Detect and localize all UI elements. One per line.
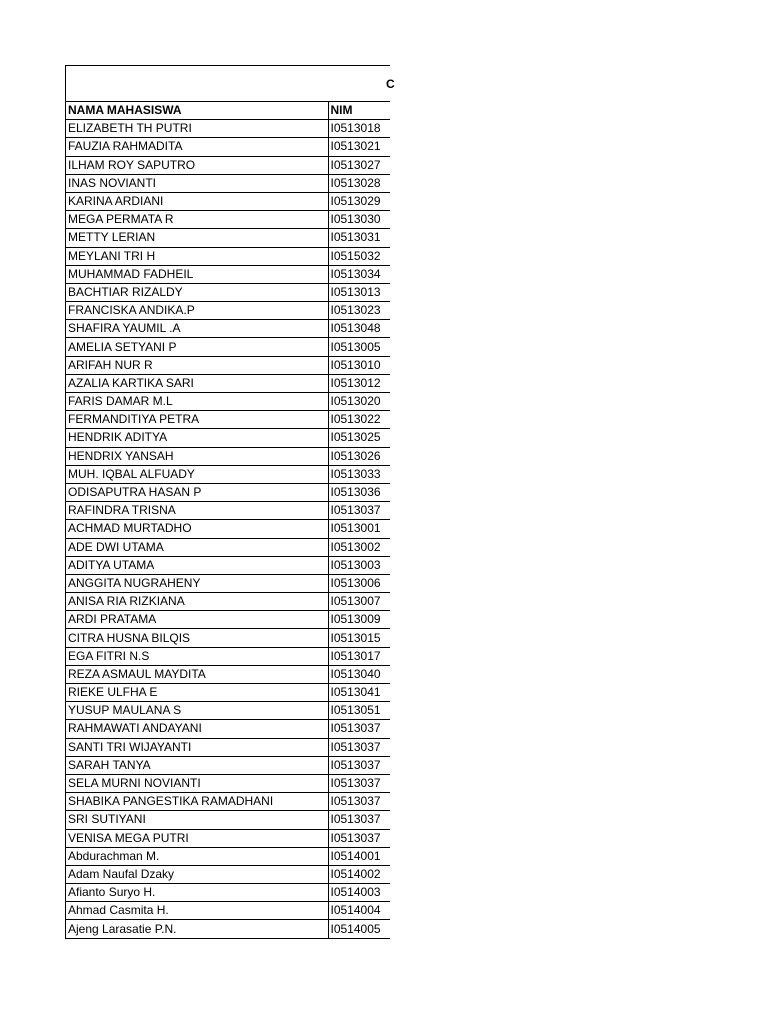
- student-nim-cell: I0513037: [328, 774, 390, 792]
- student-nim-cell: I0514004: [328, 902, 390, 920]
- table-row: [66, 756, 390, 774]
- student-name-cell: Ajeng Larasatie P.N.: [66, 920, 328, 938]
- table-row: [66, 611, 390, 629]
- table-row: [66, 847, 390, 865]
- student-nim-cell: I0513018: [328, 120, 390, 138]
- student-nim-cell: I0515032: [328, 247, 390, 265]
- table-row: [66, 629, 390, 647]
- table-row: [66, 447, 390, 465]
- student-nim-cell: I0513013: [328, 283, 390, 301]
- student-name-cell: CITRA HUSNA BILQIS: [66, 629, 328, 647]
- table-row: [66, 774, 390, 792]
- table-row: [66, 265, 390, 283]
- student-nim-cell: I0513037: [328, 811, 390, 829]
- student-name-cell: ANGGITA NUGRAHENY: [66, 574, 328, 592]
- table-row: [66, 283, 390, 301]
- student-nim-cell: I0513010: [328, 356, 390, 374]
- student-name-cell: MEYLANI TRI H: [66, 247, 328, 265]
- table-header-row: [66, 102, 390, 120]
- student-name-cell: Ahmad Casmita H.: [66, 902, 328, 920]
- student-nim-cell: I0513051: [328, 702, 390, 720]
- table-row: [66, 138, 390, 156]
- table-row: [66, 247, 390, 265]
- student-name-cell: EGA FITRI N.S: [66, 647, 328, 665]
- table-row: [66, 720, 390, 738]
- student-name-cell: FRANCISKA ANDIKA.P: [66, 302, 328, 320]
- student-table: [66, 102, 390, 938]
- student-name-cell: FERMANDITIYA PETRA: [66, 411, 328, 429]
- student-nim-cell: I0513037: [328, 502, 390, 520]
- student-name-cell: ANISA RIA RIZKIANA: [66, 593, 328, 611]
- table-row: [66, 174, 390, 192]
- column-header-name: NAMA MAHASISWA: [66, 102, 328, 120]
- student-name-cell: HENDRIK ADITYA: [66, 429, 328, 447]
- student-nim-cell: I0513037: [328, 793, 390, 811]
- student-nim-cell: I0513031: [328, 229, 390, 247]
- table-row: [66, 593, 390, 611]
- student-nim-cell: I0513037: [328, 756, 390, 774]
- table-row: [66, 684, 390, 702]
- student-nim-cell: I0513027: [328, 156, 390, 174]
- student-nim-cell: I0513003: [328, 556, 390, 574]
- student-nim-cell: I0513029: [328, 192, 390, 210]
- student-name-cell: INAS NOVIANTI: [66, 174, 328, 192]
- student-name-cell: MEGA PERMATA R: [66, 211, 328, 229]
- student-nim-cell: I0513023: [328, 302, 390, 320]
- student-name-cell: ADITYA UTAMA: [66, 556, 328, 574]
- student-name-cell: RAFINDRA TRISNA: [66, 502, 328, 520]
- student-nim-cell: I0513005: [328, 338, 390, 356]
- student-name-cell: SHABIKA PANGESTIKA RAMADHANI: [66, 793, 328, 811]
- student-nim-cell: I0513007: [328, 593, 390, 611]
- student-nim-cell: I0513015: [328, 629, 390, 647]
- student-name-cell: METTY LERIAN: [66, 229, 328, 247]
- table-row: [66, 483, 390, 501]
- student-name-cell: ILHAM ROY SAPUTRO: [66, 156, 328, 174]
- student-nim-cell: I0513033: [328, 465, 390, 483]
- student-nim-cell: I0513025: [328, 429, 390, 447]
- table-row: [66, 465, 390, 483]
- table-row: [66, 574, 390, 592]
- student-nim-cell: I0513006: [328, 574, 390, 592]
- student-sheet: [65, 65, 395, 939]
- table-row: [66, 902, 390, 920]
- table-row: [66, 320, 390, 338]
- student-nim-cell: I0513017: [328, 647, 390, 665]
- table-row: [66, 411, 390, 429]
- student-nim-cell: I0514002: [328, 865, 390, 883]
- student-name-cell: FARIS DAMAR M.L: [66, 393, 328, 411]
- student-name-cell: ADE DWI UTAMA: [66, 538, 328, 556]
- table-row: [66, 502, 390, 520]
- student-nim-cell: I0513026: [328, 447, 390, 465]
- student-nim-cell: I0513021: [328, 138, 390, 156]
- table-row: [66, 811, 390, 829]
- student-name-cell: SRI SUTIYANI: [66, 811, 328, 829]
- student-nim-cell: I0513022: [328, 411, 390, 429]
- table-row: [66, 920, 390, 938]
- student-name-cell: ELIZABETH TH PUTRI: [66, 120, 328, 138]
- student-name-cell: ODISAPUTRA HASAN P: [66, 483, 328, 501]
- student-name-cell: Abdurachman M.: [66, 847, 328, 865]
- student-nim-cell: I0513040: [328, 665, 390, 683]
- student-nim-cell: I0513034: [328, 265, 390, 283]
- table-row: [66, 793, 390, 811]
- table-row: [66, 302, 390, 320]
- student-nim-cell: I0513001: [328, 520, 390, 538]
- table-row: [66, 211, 390, 229]
- student-name-cell: YUSUP MAULANA S: [66, 702, 328, 720]
- student-nim-cell: I0513037: [328, 738, 390, 756]
- student-nim-cell: I0513037: [328, 829, 390, 847]
- table-row: [66, 393, 390, 411]
- student-nim-cell: I0513009: [328, 611, 390, 629]
- student-name-cell: Adam Naufal Dzaky: [66, 865, 328, 883]
- table-row: [66, 156, 390, 174]
- student-nim-cell: I0513002: [328, 538, 390, 556]
- student-nim-cell: I0514005: [330, 921, 381, 936]
- table-row: [66, 374, 390, 392]
- table-row: [66, 338, 390, 356]
- table-row: [66, 192, 390, 210]
- student-nim-cell: I0513030: [328, 211, 390, 229]
- student-name-cell: AZALIA KARTIKA SARI: [66, 374, 328, 392]
- student-name-cell: VENISA MEGA PUTRI: [66, 829, 328, 847]
- student-nim-cell: I0514001: [328, 847, 390, 865]
- student-name-cell: FAUZIA RAHMADITA: [66, 138, 328, 156]
- student-nim-cell: I0513012: [328, 374, 390, 392]
- table-row: [66, 865, 390, 883]
- table-row: [66, 665, 390, 683]
- table-row: [66, 738, 390, 756]
- table-row: [66, 538, 390, 556]
- table-row: [66, 556, 390, 574]
- table-row: [66, 884, 390, 902]
- student-nim-cell: I0513037: [328, 720, 390, 738]
- student-name-cell: SANTI TRI WIJAYANTI: [66, 738, 328, 756]
- table-row: [66, 120, 390, 138]
- column-header-nim: NIM: [328, 102, 390, 120]
- student-name-cell: SHAFIRA YAUMIL .A: [66, 320, 328, 338]
- table-row: [66, 647, 390, 665]
- student-nim-cell: I0513028: [328, 174, 390, 192]
- student-nim-cell: I0513020: [328, 393, 390, 411]
- student-name-cell: AMELIA SETYANI P: [66, 338, 328, 356]
- sheet-title-row: [66, 66, 395, 102]
- student-name-cell: ARDI PRATAMA: [66, 611, 328, 629]
- student-nim-cell: I0513036: [328, 483, 390, 501]
- sheet-title: C: [386, 77, 395, 91]
- student-name-cell: ARIFAH NUR R: [66, 356, 328, 374]
- student-name-cell: SELA MURNI NOVIANTI: [66, 774, 328, 792]
- student-name-cell: MUH. IQBAL ALFUADY: [66, 465, 328, 483]
- student-name-cell: RAHMAWATI ANDAYANI: [66, 720, 328, 738]
- table-row: [66, 829, 390, 847]
- student-name-cell: Afianto Suryo H.: [66, 884, 328, 902]
- student-name-cell: HENDRIX YANSAH: [66, 447, 328, 465]
- student-nim-cell: I0513048: [328, 320, 390, 338]
- student-name-cell: SARAH TANYA: [66, 756, 328, 774]
- student-name-cell: BACHTIAR RIZALDY: [66, 283, 328, 301]
- student-name-cell: RIEKE ULFHA E: [66, 684, 328, 702]
- table-row: [66, 229, 390, 247]
- table-row: [66, 520, 390, 538]
- table-row: [66, 356, 390, 374]
- table-row: [66, 429, 390, 447]
- student-nim-cell: I0514003: [328, 884, 390, 902]
- student-name-cell: KARINA ARDIANI: [66, 192, 328, 210]
- student-nim-cell: I0513041: [328, 684, 390, 702]
- student-name-cell: REZA ASMAUL MAYDITA: [66, 665, 328, 683]
- table-row: [66, 702, 390, 720]
- student-name-cell: MUHAMMAD FADHEIL: [66, 265, 328, 283]
- student-name-cell: ACHMAD MURTADHO: [66, 520, 328, 538]
